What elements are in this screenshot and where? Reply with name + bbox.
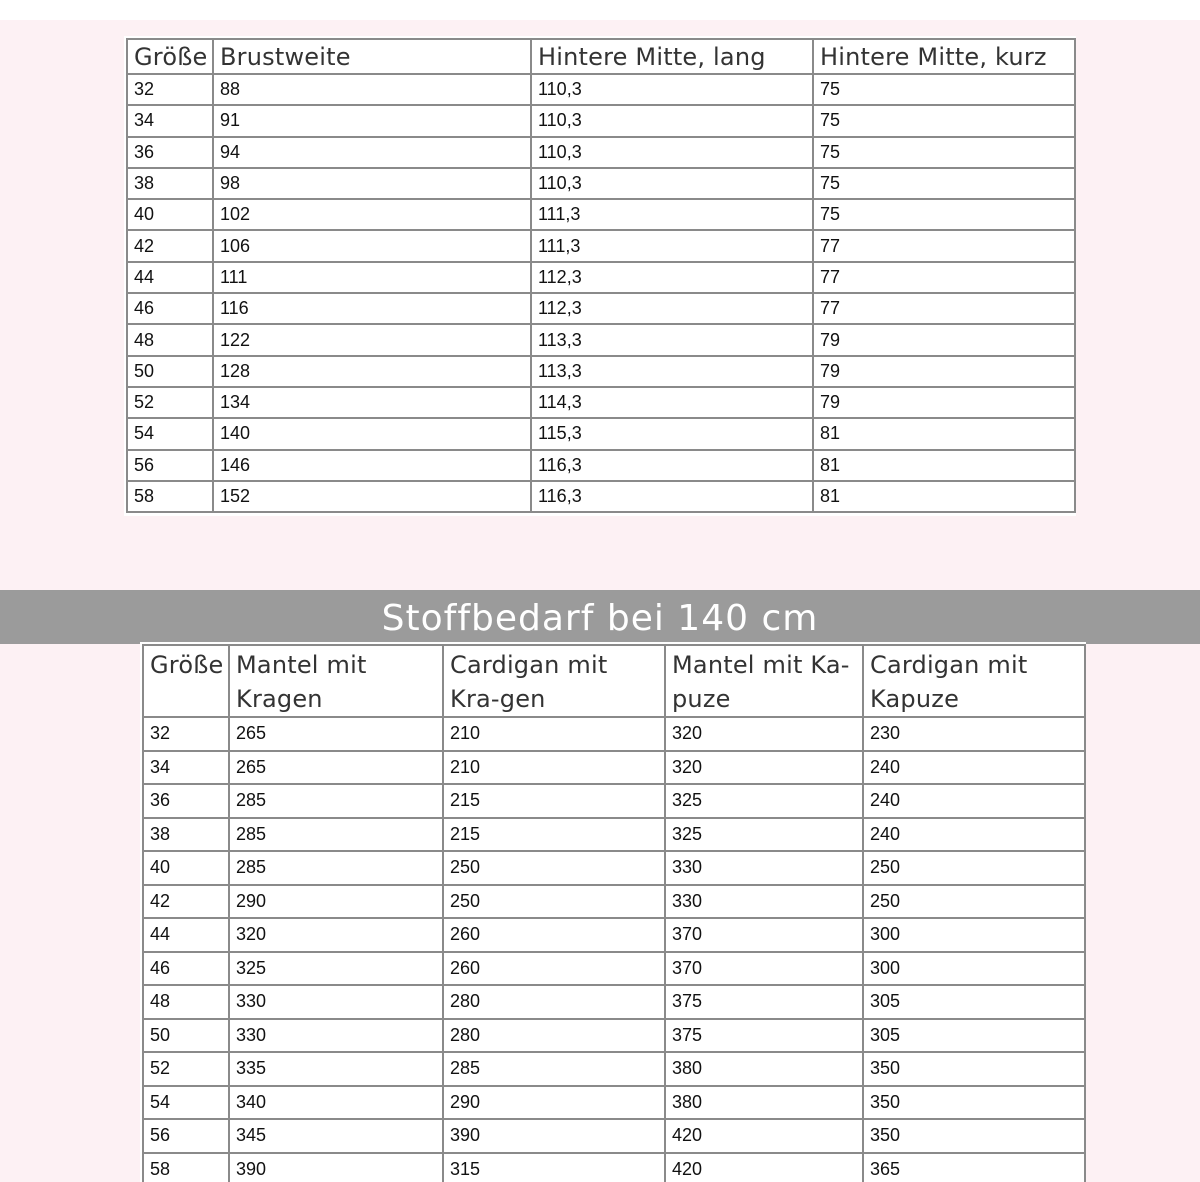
table-row [143, 1153, 1085, 1182]
table-cell: 110,3 [531, 74, 813, 105]
table-cell: 240 [863, 784, 1085, 818]
table-cell: 230 [863, 717, 1085, 751]
table-row [143, 885, 1085, 919]
table-cell: 315 [443, 1153, 665, 1182]
table-cell: 88 [213, 74, 531, 105]
table-row [143, 1119, 1085, 1153]
header-size: Größe [143, 645, 229, 717]
fabric-table-container [140, 642, 1086, 1182]
table-cell: 52 [143, 1052, 229, 1086]
table-cell: 290 [443, 1086, 665, 1120]
table-cell: 320 [665, 751, 863, 785]
table-row [143, 918, 1085, 952]
table-cell: 50 [127, 356, 213, 387]
table-cell: 112,3 [531, 293, 813, 324]
table-cell: 77 [813, 230, 1075, 261]
table-cell: 280 [443, 985, 665, 1019]
table-cell: 325 [229, 952, 443, 986]
table-cell: 300 [863, 952, 1085, 986]
table-cell: 140 [213, 418, 531, 449]
header-back-center-long: Hintere Mitte, lang [531, 39, 813, 74]
header-cardigan-with-collar: Cardigan mit Kra-gen [443, 645, 665, 717]
table-cell: 34 [143, 751, 229, 785]
table-row [127, 481, 1075, 512]
table-cell: 113,3 [531, 324, 813, 355]
fabric-section-title: Stoffbedarf bei 140 cm [381, 598, 819, 639]
table-cell: 305 [863, 985, 1085, 1019]
table-cell: 114,3 [531, 387, 813, 418]
table-row [143, 952, 1085, 986]
table-row [127, 105, 1075, 136]
table-row [127, 262, 1075, 293]
table-cell: 40 [127, 199, 213, 230]
table-cell: 116,3 [531, 481, 813, 512]
table-row [127, 168, 1075, 199]
table-cell: 210 [443, 717, 665, 751]
table-row [143, 1019, 1085, 1053]
table-cell: 36 [143, 784, 229, 818]
table-cell: 111,3 [531, 230, 813, 261]
table-row [143, 1052, 1085, 1086]
table-cell: 32 [127, 74, 213, 105]
table-cell: 94 [213, 137, 531, 168]
table-cell: 40 [143, 851, 229, 885]
measurements-header-row [127, 39, 1075, 74]
table-cell: 81 [813, 418, 1075, 449]
table-cell: 110,3 [531, 137, 813, 168]
table-cell: 375 [665, 985, 863, 1019]
table-cell: 44 [143, 918, 229, 952]
table-cell: 115,3 [531, 418, 813, 449]
header-coat-with-collar: Mantel mit Kragen [229, 645, 443, 717]
table-cell: 260 [443, 918, 665, 952]
table-cell: 91 [213, 105, 531, 136]
table-row [127, 356, 1075, 387]
table-cell: 75 [813, 168, 1075, 199]
header-size: Größe [127, 39, 213, 74]
table-cell: 335 [229, 1052, 443, 1086]
table-cell: 36 [127, 137, 213, 168]
table-cell: 250 [863, 851, 1085, 885]
table-cell: 77 [813, 262, 1075, 293]
table-cell: 285 [229, 851, 443, 885]
table-cell: 110,3 [531, 105, 813, 136]
table-cell: 390 [443, 1119, 665, 1153]
table-cell: 75 [813, 105, 1075, 136]
table-cell: 325 [665, 784, 863, 818]
table-cell: 325 [665, 818, 863, 852]
table-cell: 250 [443, 851, 665, 885]
table-row [143, 985, 1085, 1019]
table-cell: 330 [665, 851, 863, 885]
table-cell: 300 [863, 918, 1085, 952]
table-cell: 285 [229, 784, 443, 818]
table-cell: 350 [863, 1086, 1085, 1120]
table-cell: 320 [229, 918, 443, 952]
table-row [143, 851, 1085, 885]
table-row [143, 717, 1085, 751]
table-cell: 48 [127, 324, 213, 355]
table-cell: 56 [127, 450, 213, 481]
table-cell: 305 [863, 1019, 1085, 1053]
table-cell: 375 [665, 1019, 863, 1053]
table-cell: 350 [863, 1052, 1085, 1086]
table-cell: 250 [863, 885, 1085, 919]
table-cell: 365 [863, 1153, 1085, 1182]
table-cell: 215 [443, 784, 665, 818]
table-cell: 38 [127, 168, 213, 199]
table-cell: 77 [813, 293, 1075, 324]
fabric-header-row [143, 645, 1085, 717]
table-cell: 370 [665, 918, 863, 952]
table-cell: 75 [813, 137, 1075, 168]
table-cell: 250 [443, 885, 665, 919]
fabric-table-body [143, 717, 1085, 1182]
table-cell: 112,3 [531, 262, 813, 293]
table-row [127, 137, 1075, 168]
table-cell: 420 [665, 1119, 863, 1153]
table-cell: 102 [213, 199, 531, 230]
measurements-table-container [124, 36, 1076, 516]
table-cell: 285 [443, 1052, 665, 1086]
table-cell: 58 [127, 481, 213, 512]
table-cell: 260 [443, 952, 665, 986]
table-cell: 38 [143, 818, 229, 852]
table-cell: 79 [813, 387, 1075, 418]
table-cell: 340 [229, 1086, 443, 1120]
table-row [127, 74, 1075, 105]
table-cell: 280 [443, 1019, 665, 1053]
table-cell: 110,3 [531, 168, 813, 199]
table-cell: 146 [213, 450, 531, 481]
table-row [127, 293, 1075, 324]
table-cell: 56 [143, 1119, 229, 1153]
table-cell: 265 [229, 751, 443, 785]
table-cell: 113,3 [531, 356, 813, 387]
table-cell: 240 [863, 751, 1085, 785]
table-cell: 420 [665, 1153, 863, 1182]
table-cell: 79 [813, 324, 1075, 355]
table-row [127, 387, 1075, 418]
table-cell: 75 [813, 74, 1075, 105]
table-cell: 50 [143, 1019, 229, 1053]
table-cell: 330 [229, 985, 443, 1019]
table-cell: 32 [143, 717, 229, 751]
table-cell: 345 [229, 1119, 443, 1153]
table-cell: 34 [127, 105, 213, 136]
table-cell: 106 [213, 230, 531, 261]
table-cell: 290 [229, 885, 443, 919]
measurements-table [126, 38, 1076, 513]
table-row [127, 324, 1075, 355]
table-cell: 111,3 [531, 199, 813, 230]
measurements-table-body [127, 74, 1075, 512]
table-cell: 240 [863, 818, 1085, 852]
table-cell: 81 [813, 481, 1075, 512]
table-cell: 210 [443, 751, 665, 785]
table-cell: 116,3 [531, 450, 813, 481]
header-coat-with-hood: Mantel mit Ka-puze [665, 645, 863, 717]
header-back-center-short: Hintere Mitte, kurz [813, 39, 1075, 74]
table-row [143, 784, 1085, 818]
table-cell: 44 [127, 262, 213, 293]
top-strip [0, 0, 1200, 20]
table-row [127, 199, 1075, 230]
table-cell: 46 [143, 952, 229, 986]
table-cell: 350 [863, 1119, 1085, 1153]
table-cell: 380 [665, 1052, 863, 1086]
table-cell: 46 [127, 293, 213, 324]
table-cell: 330 [665, 885, 863, 919]
fabric-table [142, 644, 1086, 1182]
table-cell: 215 [443, 818, 665, 852]
table-cell: 58 [143, 1153, 229, 1182]
table-cell: 134 [213, 387, 531, 418]
table-cell: 54 [143, 1086, 229, 1120]
table-row [143, 818, 1085, 852]
table-cell: 75 [813, 199, 1075, 230]
table-cell: 81 [813, 450, 1075, 481]
table-cell: 122 [213, 324, 531, 355]
table-cell: 285 [229, 818, 443, 852]
table-row [127, 450, 1075, 481]
table-row [127, 230, 1075, 261]
table-cell: 42 [143, 885, 229, 919]
table-cell: 390 [229, 1153, 443, 1182]
header-cardigan-with-hood: Cardigan mit Kapuze [863, 645, 1085, 717]
table-cell: 42 [127, 230, 213, 261]
table-cell: 54 [127, 418, 213, 449]
table-cell: 52 [127, 387, 213, 418]
fabric-banner [0, 590, 1200, 644]
table-row [127, 418, 1075, 449]
table-cell: 79 [813, 356, 1075, 387]
table-row [143, 751, 1085, 785]
header-bust-width: Brustweite [213, 39, 531, 74]
table-cell: 370 [665, 952, 863, 986]
table-cell: 265 [229, 717, 443, 751]
table-cell: 380 [665, 1086, 863, 1120]
table-cell: 111 [213, 262, 531, 293]
table-cell: 330 [229, 1019, 443, 1053]
table-cell: 48 [143, 985, 229, 1019]
table-cell: 128 [213, 356, 531, 387]
table-row [143, 1086, 1085, 1120]
table-cell: 98 [213, 168, 531, 199]
table-cell: 320 [665, 717, 863, 751]
table-cell: 116 [213, 293, 531, 324]
table-cell: 152 [213, 481, 531, 512]
